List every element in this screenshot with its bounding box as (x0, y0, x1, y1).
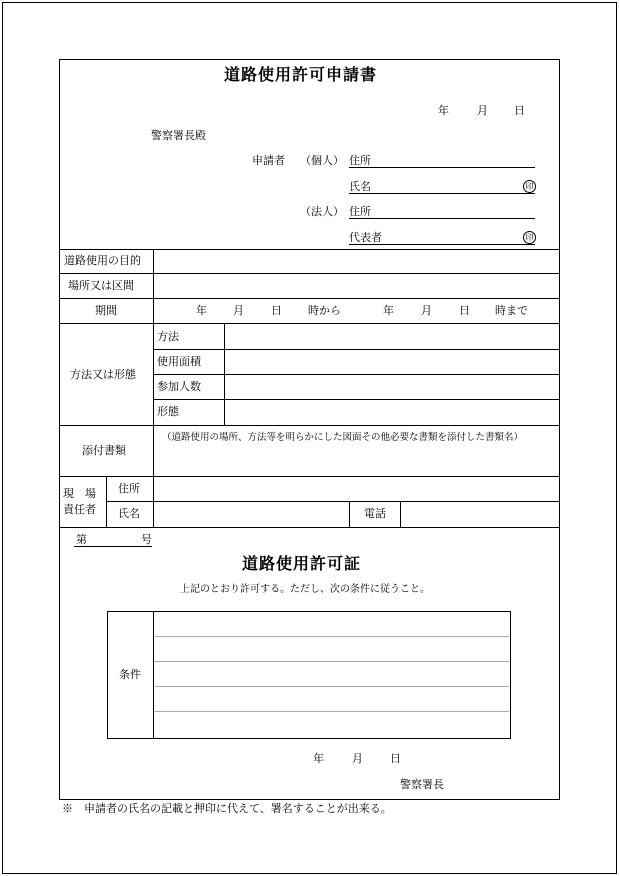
permit-date-day: 日 (390, 752, 401, 765)
period-part: 日 (271, 304, 282, 317)
period-part: 日 (459, 304, 470, 317)
period-part: 年 (196, 304, 207, 317)
attachments-note: （道路使用の場所、方法等を明らかにした図面その他必要な書類を添付した書類名） (162, 432, 524, 443)
date-year: 年 (438, 104, 449, 117)
permit-date-month: 月 (352, 752, 363, 765)
col-divider (224, 323, 225, 425)
row-divider (59, 323, 560, 324)
applicant-corporate: （法人） (300, 205, 344, 218)
representative-line[interactable] (349, 244, 535, 245)
col-divider (153, 323, 154, 476)
date-day: 日 (514, 104, 525, 117)
permit-title: 道路使用許可証 (242, 554, 362, 573)
col-divider (106, 476, 107, 527)
applicant-name-line[interactable] (349, 193, 535, 194)
purpose-field[interactable] (155, 251, 558, 272)
issuer: 警察署長 (400, 778, 444, 791)
method-field[interactable] (226, 325, 558, 348)
row-divider (59, 527, 560, 528)
corp-address-line[interactable] (349, 218, 535, 219)
location-label: 場所又は区間 (68, 279, 134, 292)
row-divider (59, 476, 560, 477)
method-item-label: 方法 (157, 330, 179, 343)
row-divider (153, 349, 560, 350)
method-item-label: 使用面積 (157, 355, 201, 368)
applicant-address-label: 住所 (349, 154, 371, 167)
conditions-field[interactable] (156, 614, 508, 736)
period-label: 期間 (95, 304, 117, 317)
row-divider (59, 273, 560, 274)
form-title: 道路使用許可申請書 (224, 65, 378, 84)
addressee: 警察署長殿 (151, 129, 206, 142)
conditions-label: 条件 (119, 668, 141, 681)
col-divider (153, 476, 154, 527)
method-item-label: 参加人数 (157, 380, 201, 393)
permit-number-prefix: 第 (76, 533, 87, 546)
permit-number-suffix: 号 (141, 533, 152, 546)
permit-date-year: 年 (313, 752, 324, 765)
row-divider (59, 249, 560, 250)
conditions-divider (153, 611, 154, 739)
row-divider (59, 425, 560, 426)
participants-field[interactable] (226, 376, 558, 398)
applicant-name-label: 氏名 (349, 180, 371, 193)
purpose-label: 道路使用の目的 (64, 254, 141, 267)
representative-seal: 印 (523, 231, 536, 244)
method-group-label: 方法又は形態 (70, 368, 136, 381)
site-address-label: 住所 (118, 482, 140, 495)
period-part: 年 (383, 304, 394, 317)
form-field[interactable] (226, 401, 558, 424)
site-manager-label: 現 場 責任者 (63, 487, 96, 516)
representative-label: 代表者 (349, 231, 382, 244)
site-name-label: 氏名 (118, 507, 140, 520)
row-divider (106, 501, 560, 502)
location-field[interactable] (155, 275, 558, 297)
col-divider (153, 249, 154, 323)
row-divider (153, 374, 560, 375)
row-divider (153, 399, 560, 400)
period-part: 月 (421, 304, 432, 317)
attachments-field[interactable] (155, 446, 558, 475)
period-part: 月 (233, 304, 244, 317)
attachments-label: 添付書類 (82, 444, 126, 457)
period-part: 時から (308, 304, 341, 317)
period-part: 時まで (495, 304, 528, 317)
applicant-individual: （個人） (300, 154, 344, 167)
phone-label: 電話 (364, 507, 386, 520)
footnote: ※ 申請者の氏名の記載と押印に代えて、署名することが出来る。 (62, 802, 392, 815)
area-field[interactable] (226, 351, 558, 373)
corp-address-label: 住所 (349, 205, 371, 218)
applicant-address-line[interactable] (349, 167, 535, 168)
permit-subtitle: 上記のとおり許可する。ただし、次の条件に従うこと。 (180, 584, 430, 595)
site-address-field[interactable] (155, 478, 558, 500)
row-divider (59, 298, 560, 299)
applicant-seal: 印 (523, 180, 536, 193)
col-divider (400, 501, 401, 527)
col-divider (349, 501, 350, 527)
phone-field[interactable] (402, 503, 558, 526)
applicant-label: 申請者 (252, 154, 285, 167)
permit-number-line[interactable] (74, 546, 152, 547)
date-month: 月 (477, 104, 488, 117)
method-item-label: 形態 (157, 405, 179, 418)
site-name-field[interactable] (155, 503, 347, 526)
